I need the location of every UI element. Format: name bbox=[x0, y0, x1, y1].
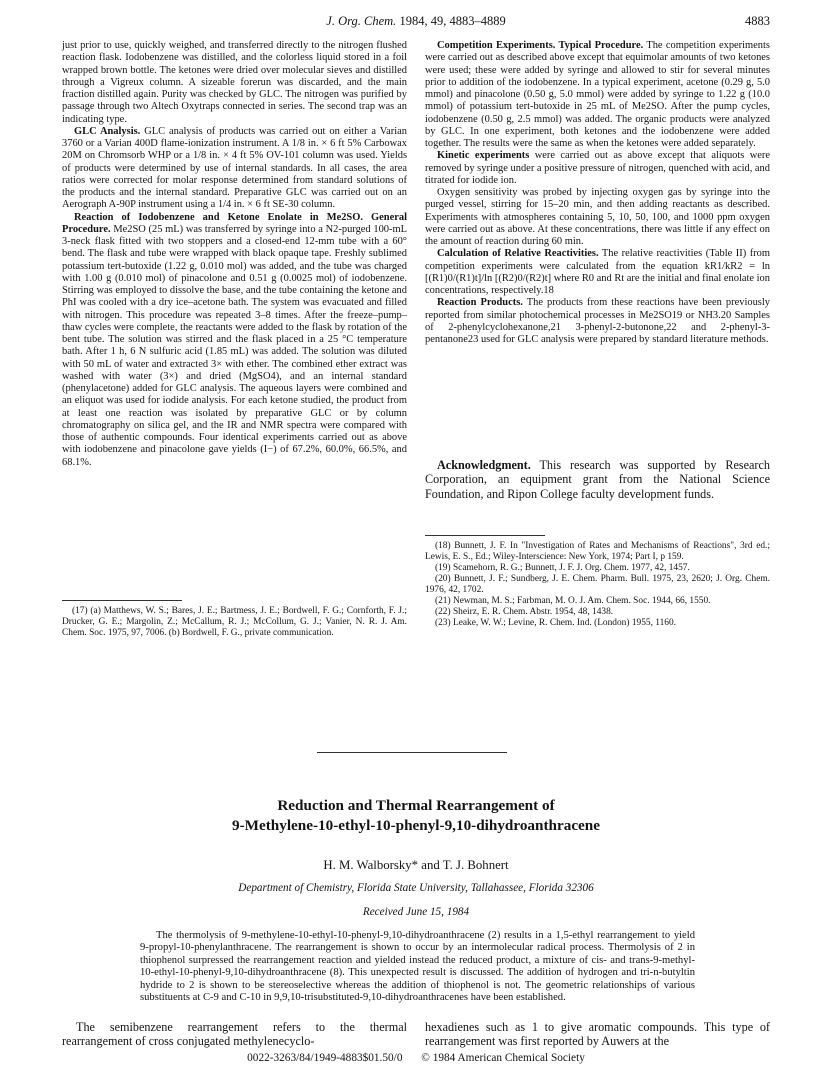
calculation-heading: Calculation of Relative Reactivities. bbox=[437, 248, 599, 260]
running-header bbox=[62, 14, 770, 32]
journal-name: J. Org. Chem. bbox=[326, 14, 397, 28]
page-number: 4883 bbox=[745, 14, 770, 28]
kinetic-text: were carried out as above except that aliquots were removed by syringe under a positive pressure of nitrogen, quenched with acid, and titrated for iodide ion. bbox=[425, 150, 771, 186]
reaction-heading: Reaction of Iodobenzene and Ketone Enolate in Me2SO. General Procedure. bbox=[62, 211, 407, 235]
acknowledgment bbox=[425, 458, 770, 501]
intro-right: hexadienes such as 1 to give aromatic compounds. This type of rearrangement was first reported by Auwers at the bbox=[425, 1020, 770, 1049]
copyright: © 1984 American Chemical Society bbox=[421, 1052, 585, 1064]
glc-heading: GLC Analysis. bbox=[74, 125, 141, 137]
products-paragraph bbox=[425, 297, 770, 346]
footnote-23: (23) Leake, W. W.; Levine, R. Chem. Ind. (London) 1955, 1160. bbox=[435, 618, 677, 628]
products-text: The products from these reactions have been previously reported from similar photochemical processes in Me2SO19 or NH3.20 Samples of 2-phenylcyclohexanone,21 3-phenyl-2-butonone,22 and 2-phenyl-3-pentanone23 used for GLC analysis were prepared by standard literature methods. bbox=[425, 297, 770, 345]
products-heading: Reaction Products. bbox=[437, 297, 523, 309]
page-footer bbox=[62, 1052, 770, 1064]
left-column bbox=[62, 40, 407, 469]
article-divider bbox=[317, 752, 507, 753]
footnote-17: (17) (a) Matthews, W. S.; Bares, J. E.; Bartmess, J. E.; Bordwell, F. G.; Cornforth, F. J.; Drucker, G. E.; Margolin, Z.; McCallum, R. J.; McCollum, G. J.; Vanier, N. R. J. Am. Chem. Soc. 1975, 97, 7006. (b) Bordwell, F. G., private communication. bbox=[62, 606, 407, 638]
left-footnotes bbox=[62, 600, 407, 639]
received-date: Received June 15, 1984 bbox=[362, 906, 470, 918]
article-title-line-2: 9-Methylene-10-ethyl-10-phenyl-9,10-dihydroanthracene bbox=[232, 817, 600, 834]
acknowledgment-text: This research was supported by Research Corporation, an equipment grant from the National Science Foundation, and Ripon College faculty development funds. bbox=[425, 458, 770, 501]
acknowledgment-heading: Acknowledgment. bbox=[437, 458, 531, 472]
reaction-paragraph bbox=[62, 212, 407, 469]
right-column bbox=[425, 40, 770, 346]
journal-volume: 1984, 49, 4883–4889 bbox=[399, 14, 506, 28]
intro-left: The semibenzene rearrangement refers to the thermal rearrangement of cross conjugated methylenecyclo- bbox=[62, 1020, 407, 1049]
footnote-22: (22) Sheirz, E. R. Chem. Abstr. 1954, 48, 1438. bbox=[435, 607, 614, 617]
kinetic-paragraph bbox=[425, 150, 770, 187]
abstract: The thermolysis of 9-methylene-10-ethyl-10-phenyl-9,10-dihydroanthracene (2) results in a 1,5-ethyl rearrangement to yield 9-propyl-10-phenylanthracene. The rearrangement is shown to occur by an intermolecular radical process. Thermolysis of 2 in thiophenol surpressed the rearrangement reaction and yielded instead the reduced product, a mixture of cis- and trans-9-methyl-10-ethyl-10-phenyl-9,10-dihydroanthracene (8). This unexpected result is discussed. The addition of hydrogen and tri-n-butyltin hydride to 2 is shown to be stereoselective whereas the addition of thiophenol is not. The geometric relationships of various substituents at C-9 and C-10 in 9,9,10-trisubstituted-9,10-dihydroanthracenes have been established. bbox=[140, 930, 695, 1004]
journal-citation bbox=[62, 14, 770, 29]
footnote-20: (20) Bunnett, J. F.; Sundberg, J. E. Chem. Pharm. Bull. 1975, 23, 2620; J. Org. Chem. 1976, 42, 1702. bbox=[425, 574, 770, 595]
competition-text: The competition experiments were carried out as described above except that equimolar amounts of two ketones were used; these were added by syringe and allowed to stir for several minutes prior to addition of the iodobenzene. In a typical experiment, acetone (0.29 g, 5.0 mmol) and pinacolone (0.50 g, 5.0 mmol) were added by syringe to 1.22 g (10.0 mmol) of potassium tert-butoxide in 25 mL of Me2SO. After the pump cycles, iodobenzene (0.50 g, 2.5 mmol) was added. The organic products were analyzed by GLC. In one experiment, both ketones and the iodobenzene were added together. The results were the same as when the ketones were added separately. bbox=[425, 40, 770, 149]
glc-text: GLC analysis of products was carried out on either a Varian 3760 or a Varian 400D flame-ionization instrument. A 1/8 in. × 6 ft 5% Carbowax 20M on Chromsorb WHP or a 1/8 in. × 4 ft 5% OV-101 column was used. Yields of products were determined by use of internal standards. In all cases, the area ratios were corrected for molar response determined from standard solutions of the products and the internal standard. Preparative GLC was carried out on an Aerograph A-90P instrument using a 1/4 in. × 6 ft SE-30 column. bbox=[62, 125, 408, 211]
footnote-18: (18) Bunnett, J. F. In "Investigation of Rates and Mechanisms of Reactions", 3rd ed.; Lewis, E. S., Ed.; Wiley-Interscience: New York, 1974; Part I, p 159. bbox=[425, 541, 770, 562]
footnote-rule bbox=[425, 535, 545, 536]
footnote-21: (21) Newman, M. S.; Farbman, M. O. J. Am. Chem. Soc. 1944, 66, 1550. bbox=[435, 596, 711, 606]
calculation-paragraph bbox=[425, 248, 770, 297]
competition-heading: Competition Experiments. Typical Procedure. bbox=[437, 40, 644, 51]
calculation-text: The relative reactivities (Table II) from competition experiments were calculated from the equation kR1/kR2 = ln [(R1)0/(R1)t]/ln [(R2)0/(R2)t] where R0 and Rt are the initial and final enolate ion concentrations, respectively.18 bbox=[425, 248, 770, 296]
reaction-text: Me2SO (25 mL) was transferred by syringe into a N2-purged 100-mL 3-neck flask fitted with two stoppers and a closed-end 12-mm tube with a 60° bend. The flask and tube were wrapped with black opaque tape. Freshly sublimed potassium tert-butoxide (1.22 g, 0.010 mol) was added, and the tube was charged with 1.00 g (0.010 mol) of pinacolone and 0.51 g (0.0025 mol) of iodobenzene. Stirring was employed to dissolve the base, and the tube containing the ketone and PhI was cooled with a dry ice–acetone bath. The system was evacuated and filled with nitrogen. This procedure was repeated 3–8 times. After the freeze–pump–thaw cycles were complete, the reactants were added to the flask by rotation of the bent tube. The solution was stirred and the flask placed in a 25 °C temperature bath. After 1 h, 6 N sulfuric acid (1.85 mL) was added. The solution was diluted with 50 mL of water and extracted 3× with ether. The combined ether extract was washed with water (3×) and dried (MgSO4), and an internal standard (phenylacetone) added for GLC analysis. The aqueous layers were combined and an eliquot was used for iodide analysis. For each ketone studied, the product from at least one reaction was isolated by preparative GLC or by column chromatography on silica gel, and the IR and NMR spectra were compared with those of authentic compounds. Four identical experiments carried out as above with iodobenzene and pinacolone gave yields (I−) of 67.2%, 60.0%, 66.5%, and 68.1%. bbox=[62, 223, 407, 468]
kinetic-heading: Kinetic experiments bbox=[437, 150, 530, 162]
article-authors: H. M. Walborsky* and T. J. Bohnert bbox=[323, 858, 509, 872]
footnote-19: (19) Scamehorn, R. G.; Bunnett, J. F. J. Org. Chem. 1977, 42, 1457. bbox=[435, 563, 690, 573]
oxygen-paragraph: Oxygen sensitivity was probed by injecting oxygen gas by syringe into the purged vessel, stirring for 15–20 min, and then adding reactants as described. Experiments with atmospheres containing 5, 10, 50, 100, and 1000 ppm oxygen were carried out as above. At these concentrations, there was little if any effect on the amount of reaction during 60 min. bbox=[425, 187, 770, 247]
continued-paragraph: just prior to use, quickly weighed, and transferred directly to the nitrogen flushed reaction flask. Iodobenzene was distilled, and the colorless liquid stored in a foil wrapped brown bottle. The ketones were dried over molecular sieves and distilled through a Vigreux column. A sizeable forerun was discarded, and the main fraction distilled again. Purity was checked by GLC. The nitrogen was purified by passage through two Altech Oxytraps connected in series. The second trap was an indicating type. bbox=[62, 40, 407, 125]
right-footnotes bbox=[425, 535, 770, 629]
competition-paragraph bbox=[425, 40, 770, 150]
article-title-line-1: Reduction and Thermal Rearrangement of bbox=[277, 797, 555, 814]
footnote-rule bbox=[62, 600, 182, 601]
glc-paragraph bbox=[62, 126, 407, 212]
article-affiliation: Department of Chemistry, Florida State University, Tallahassee, Florida 32306 bbox=[238, 882, 594, 894]
article-code: 0022-3263/84/1949-4883$01.50/0 bbox=[247, 1052, 403, 1064]
